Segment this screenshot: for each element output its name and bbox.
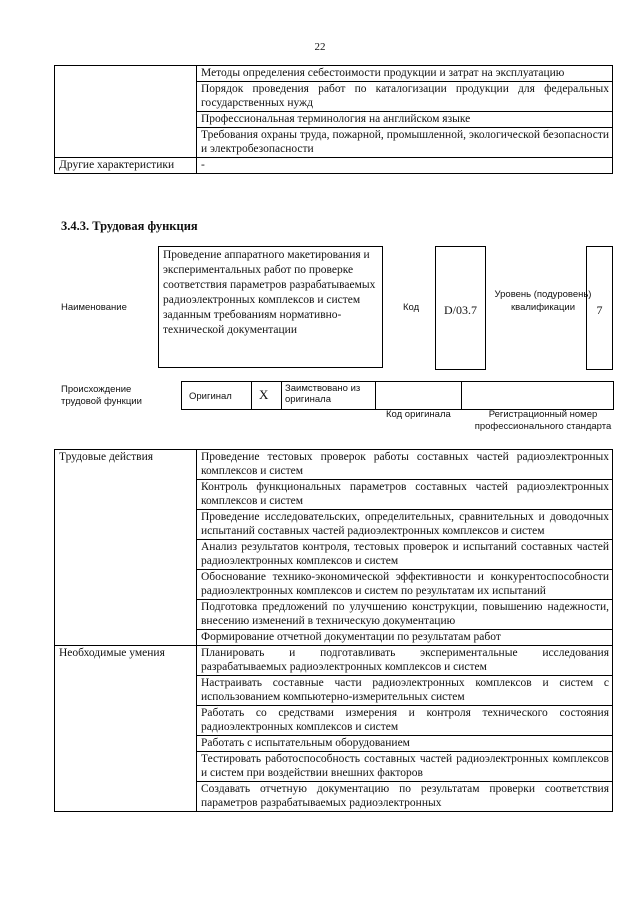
code-value: D/03.7 [444, 303, 477, 317]
table-cell: Настраивать составные части радиоэлектронных комплексов и систем с использованием компьютерно-измерительных систем [197, 676, 613, 706]
section-title: 3.4.3. Трудовая функция [61, 219, 198, 233]
table-cell: Методы определения себестоимости продукции и затрат на эксплуатацию [197, 66, 613, 82]
table-cell: Профессиональная терминология на английском языке [197, 112, 613, 128]
borrowed-label: Заимствовано из оригинала [285, 383, 361, 405]
origin-label: Происхождение трудовой функции [61, 384, 142, 407]
table-cell: Требования охраны труда, пожарной, промышленной, экологической безопасности и электробезопасности [197, 128, 613, 158]
row-label-actions: Трудовые действия [55, 450, 197, 646]
level-value: 7 [596, 303, 603, 317]
table-cell: - [197, 158, 613, 174]
original-label: Оригинал [189, 391, 232, 402]
table-cell: Тестировать работоспособность составных частей радиоэлектронных комплексов и систем при воздействии внешних факторов [197, 752, 613, 782]
reg-number-label: Регистрационный номер профессионального стандарта [474, 409, 612, 432]
code-box [435, 246, 486, 370]
table-cell: Обоснование технико-экономической эффективности и конкурентоспособности радиоэлектронных комплексов и систем по результатам их испытаний [197, 570, 613, 600]
table-cell: Проведение исследовательских, определительных, сравнительных и доводочных испытаний составных частей радиоэлектронных комплексов и систем [197, 510, 613, 540]
table-cell: Работать со средствами измерения и контроля технического состояния радиоэлектронных комплексов и систем [197, 706, 613, 736]
function-name-box: Проведение аппаратного макетирования и экспериментальных работ по проверке соответствия параметров разрабатываемых радиоэлектронных комплексов и систем заданным требованиям нормативно-технической документации [158, 246, 383, 368]
level-label: Уровень (подуровень) квалификации [494, 289, 592, 313]
table-cell: Подготовка предложений по улучшению конструкции, повышению надежности, внесению изменений в техническую документацию [197, 600, 613, 630]
row-label-other: Другие характеристики [55, 158, 197, 174]
row-label [55, 66, 197, 158]
table-cell: Планировать и подготавливать экспериментальные исследования разрабатываемых радиоэлектронных комплексов и систем [197, 646, 613, 676]
table-cell: Проведение тестовых проверок работы составных частей радиоэлектронных комплексов и систем [197, 450, 613, 480]
table-cell: Создавать отчетную документацию по результатам проверки соответствия параметров разрабатываемых радиоэлектронных [197, 782, 613, 812]
table-cell: Контроль функциональных параметров составных частей радиоэлектронных комплексов и систем [197, 480, 613, 510]
main-requirements-table [54, 449, 613, 812]
table-cell: Формирование отчетной документации по результатам работ [197, 630, 613, 646]
name-label: Наименование [61, 302, 127, 313]
original-mark: X [259, 387, 269, 402]
code-label: Код [403, 302, 420, 313]
row-label-skills: Необходимые умения [55, 646, 197, 812]
table-cell: Анализ результатов контроля, тестовых проверок и испытаний составных частей радиоэлектронных комплексов и систем [197, 540, 613, 570]
origin-box [181, 381, 614, 410]
code-original-label: Код оригинала [386, 409, 451, 420]
level-box [586, 246, 613, 370]
table-cell: Работать с испытательным оборудованием [197, 736, 613, 752]
page-number: 22 [314, 41, 326, 53]
table-cell: Порядок проведения работ по каталогизации продукции для федеральных государственных нужд [197, 82, 613, 112]
top-requirements-table [54, 65, 613, 174]
